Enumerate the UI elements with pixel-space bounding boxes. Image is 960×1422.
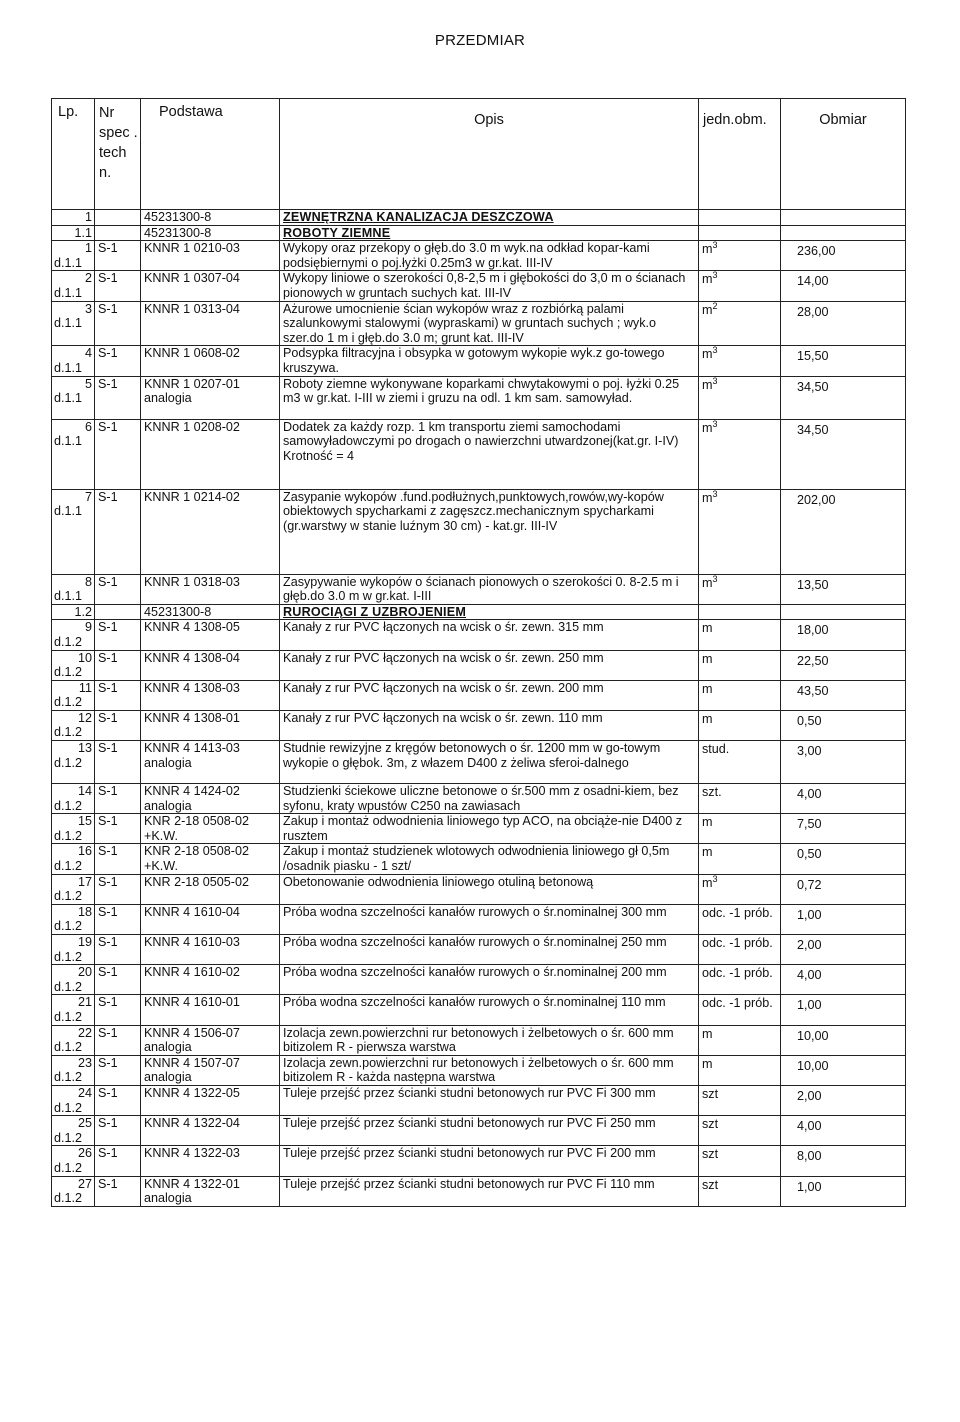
cell-unit: m <box>699 680 781 710</box>
table-row <box>52 1146 906 1176</box>
cell-lp <box>52 620 95 650</box>
cell-opis: Studnie rewizyjne z kręgów betonowych o śr. 1200 mm w go-towym wykopie o głębok. 3m, z włazem D400 z żeliwa sferoi-dalnego <box>280 741 699 784</box>
row-number: 1.1 <box>74 225 92 240</box>
cell-unit <box>699 271 781 301</box>
table-row <box>52 241 906 271</box>
row-number: 9 <box>84 620 92 635</box>
row-number: 11 <box>78 680 92 695</box>
cell-lp <box>52 965 95 995</box>
cell-spec: S-1 <box>95 844 141 874</box>
row-section-code: d.1.2 <box>54 1130 83 1145</box>
cell-lp <box>52 935 95 965</box>
cell-obmiar: 1,00 <box>781 904 906 934</box>
cell-opis: Wykopy oraz przekopy o głęb.do 3.0 m wyk.na odkład kopar-kami podsiębiernymi o poj.łyżki 0.25m3 w gr.kat. III-IV <box>280 241 699 271</box>
row-number: 8 <box>84 574 92 589</box>
cell-spec: S-1 <box>95 904 141 934</box>
row-number: 20 <box>77 965 92 980</box>
cell-spec: S-1 <box>95 376 141 419</box>
header-jedn: jedn.obm. <box>699 99 781 210</box>
cell-obmiar: 2,00 <box>781 1085 906 1115</box>
cell-unit <box>699 346 781 376</box>
unit-exponent: 3 <box>712 345 718 356</box>
row-number: 24 <box>77 1085 92 1100</box>
cell-lp <box>52 741 95 784</box>
cell-podstawa: KNNR 4 1506-07 analogia <box>141 1025 280 1055</box>
table-row <box>52 995 906 1025</box>
row-section-code: d.1.2 <box>54 979 83 994</box>
row-number: 3 <box>84 301 92 316</box>
row-number: 25 <box>77 1116 92 1131</box>
cell-spec: S-1 <box>95 650 141 680</box>
cell-obmiar: 18,00 <box>781 620 906 650</box>
cell-lp <box>52 419 95 489</box>
cell-podstawa: KNNR 4 1322-04 <box>141 1116 280 1146</box>
cell-unit <box>699 604 781 620</box>
cell-unit: m <box>699 844 781 874</box>
cell-lp <box>52 650 95 680</box>
cell-obmiar: 43,50 <box>781 680 906 710</box>
cell-opis: ROBOTY ZIEMNE <box>280 225 699 241</box>
cell-spec <box>95 210 141 226</box>
cell-opis: Tuleje przejść przez ścianki studni betonowych rur PVC Fi 250 mm <box>280 1116 699 1146</box>
row-number: 1.2 <box>74 604 92 619</box>
cell-spec: S-1 <box>95 1146 141 1176</box>
row-section-code: d.1.2 <box>54 755 83 770</box>
cell-opis: Kanały z rur PVC łączonych na wcisk o śr. zewn. 315 mm <box>280 620 699 650</box>
cell-spec: S-1 <box>95 814 141 844</box>
section-title-row <box>52 225 906 241</box>
cell-podstawa: KNNR 4 1322-03 <box>141 1146 280 1176</box>
header-lp: Lp. <box>52 99 95 210</box>
row-number: 2 <box>84 271 92 286</box>
cell-spec: S-1 <box>95 574 141 604</box>
row-number: 22 <box>77 1025 92 1040</box>
row-number: 10 <box>77 650 92 665</box>
table-row <box>52 904 906 934</box>
row-section-code: d.1.1 <box>54 504 83 519</box>
row-number: 18 <box>77 904 92 919</box>
cell-lp <box>52 574 95 604</box>
unit-base: m <box>702 575 713 590</box>
cell-unit: szt <box>699 1085 781 1115</box>
cell-podstawa: KNNR 4 1308-01 <box>141 710 280 740</box>
cell-obmiar: 7,50 <box>781 814 906 844</box>
table-row <box>52 680 906 710</box>
cell-obmiar: 34,50 <box>781 419 906 489</box>
cell-opis: Tuleje przejść przez ścianki studni betonowych rur PVC Fi 300 mm <box>280 1085 699 1115</box>
cell-unit: m <box>699 650 781 680</box>
cell-obmiar: 0,50 <box>781 844 906 874</box>
cell-podstawa: KNNR 4 1308-04 <box>141 650 280 680</box>
cell-opis: Zakup i montaż odwodnienia liniowego typ ACO, na obciąże-nie D400 z rusztem <box>280 814 699 844</box>
header-opis: Opis <box>280 99 699 210</box>
cell-opis: Zasypanie wykopów .fund.podłużnych,punktowych,rowów,wy-kopów obiektowych spycharkami z zagęszcz.mechanicznym spycharkami (gr.warstwy w stanie luźnym 30 cm) - kat.gr. III-IV <box>280 489 699 574</box>
table-body <box>52 210 906 1207</box>
header-spec: Nr spec . tech n. <box>95 99 141 210</box>
cell-opis: Podsypka filtracyjna i obsypka w gotowym wykopie wyk.z go-towego kruszywa. <box>280 346 699 376</box>
table-header-row <box>52 99 906 210</box>
cell-opis: Próba wodna szczelności kanałów rurowych o śr.nominalnej 250 mm <box>280 935 699 965</box>
cell-lp <box>52 710 95 740</box>
table-row <box>52 1055 906 1085</box>
table-row <box>52 935 906 965</box>
cell-podstawa: KNNR 4 1507-07 analogia <box>141 1055 280 1085</box>
cell-unit: m <box>699 710 781 740</box>
cell-unit <box>699 574 781 604</box>
cell-opis: Tuleje przejść przez ścianki studni betonowych rur PVC Fi 110 mm <box>280 1176 699 1206</box>
row-number: 5 <box>84 376 92 391</box>
cell-opis: Studzienki ściekowe uliczne betonowe o śr.500 mm z osadni-kiem, bez syfonu, kraty wpustów C250 na zawiasach <box>280 784 699 814</box>
cell-opis: Próba wodna szczelności kanałów rurowych o śr.nominalnej 300 mm <box>280 904 699 934</box>
cell-spec: S-1 <box>95 965 141 995</box>
cell-unit <box>699 874 781 904</box>
cell-obmiar: 28,00 <box>781 301 906 346</box>
unit-exponent: 3 <box>712 270 718 281</box>
row-section-code: d.1.1 <box>54 255 83 270</box>
cell-podstawa: KNNR 1 0608-02 <box>141 346 280 376</box>
cell-obmiar: 236,00 <box>781 241 906 271</box>
cell-lp <box>52 1146 95 1176</box>
section-title-row <box>52 604 906 620</box>
cell-lp <box>52 271 95 301</box>
unit-base: m <box>702 272 713 287</box>
cell-spec: S-1 <box>95 1176 141 1206</box>
table-row <box>52 741 906 784</box>
cell-spec: S-1 <box>95 419 141 489</box>
cell-podstawa: KNNR 1 0210-03 <box>141 241 280 271</box>
cell-obmiar: 0,72 <box>781 874 906 904</box>
cell-lp <box>52 241 95 271</box>
cell-spec: S-1 <box>95 874 141 904</box>
row-number: 12 <box>77 710 92 725</box>
row-number: 7 <box>84 489 92 504</box>
cell-obmiar: 14,00 <box>781 271 906 301</box>
table-row <box>52 489 906 574</box>
cell-unit: odc. -1 prób. <box>699 995 781 1025</box>
row-number: 17 <box>77 874 92 889</box>
cell-obmiar: 15,50 <box>781 346 906 376</box>
cell-lp <box>52 995 95 1025</box>
table-row <box>52 271 906 301</box>
table-row <box>52 1085 906 1115</box>
cell-spec: S-1 <box>95 935 141 965</box>
cell-opis: Ażurowe umocnienie ścian wykopów wraz z rozbiórką palami szalunkowymi stalowymi (wypraskami) w gruntach suchych ; wyk.o szer.do 1 m i głęb.do 3.0 m; grunt kat. III-IV <box>280 301 699 346</box>
cell-unit: m <box>699 620 781 650</box>
header-podstawa: Podstawa <box>141 99 280 210</box>
cell-opis: Kanały z rur PVC łączonych na wcisk o śr. zewn. 200 mm <box>280 680 699 710</box>
table-row <box>52 620 906 650</box>
cell-spec: S-1 <box>95 1025 141 1055</box>
cell-podstawa: 45231300-8 <box>141 225 280 241</box>
table-row <box>52 376 906 419</box>
cell-unit: szt <box>699 1116 781 1146</box>
row-section-code: d.1.2 <box>54 1009 83 1024</box>
cell-lp <box>52 844 95 874</box>
cell-spec: S-1 <box>95 1085 141 1115</box>
cell-spec: S-1 <box>95 620 141 650</box>
unit-base: m <box>702 242 713 257</box>
row-section-code: d.1.2 <box>54 828 83 843</box>
cell-unit <box>699 210 781 226</box>
unit-exponent: 3 <box>712 574 718 584</box>
row-section-code: d.1.2 <box>54 949 83 964</box>
cell-obmiar: 1,00 <box>781 995 906 1025</box>
cell-obmiar: 13,50 <box>781 574 906 604</box>
row-number: 21 <box>77 995 92 1010</box>
cell-podstawa: KNNR 1 0207-01 analogia <box>141 376 280 419</box>
row-section-code: d.1.2 <box>54 634 83 649</box>
cell-podstawa: KNNR 1 0214-02 <box>141 489 280 574</box>
cell-unit: szt <box>699 1176 781 1206</box>
cell-unit <box>699 419 781 489</box>
cell-lp <box>52 874 95 904</box>
row-section-code: d.1.2 <box>54 1070 83 1085</box>
cell-obmiar: 2,00 <box>781 935 906 965</box>
cell-spec: S-1 <box>95 489 141 574</box>
cell-opis: RUROCIĄGI Z UZBROJENIEM <box>280 604 699 620</box>
cell-opis: Próba wodna szczelności kanałów rurowych o śr.nominalnej 200 mm <box>280 965 699 995</box>
header-obmiar: Obmiar <box>781 99 906 210</box>
table-row <box>52 784 906 814</box>
table-row <box>52 346 906 376</box>
cell-opis: Roboty ziemne wykonywane koparkami chwytakowymi o poj. łyżki 0.25 m3 w gr.kat. I-III w ziemi i gruzu na odl. 1 km sam. samowyład. <box>280 376 699 419</box>
unit-exponent: 3 <box>712 419 718 429</box>
cell-spec: S-1 <box>95 680 141 710</box>
cell-obmiar: 8,00 <box>781 1146 906 1176</box>
cell-unit: odc. -1 prób. <box>699 965 781 995</box>
cell-opis: Izolacja zewn.powierzchni rur betonowych i żelbetowych o śr. 600 mm bitizolem R - pierwsza warstwa <box>280 1025 699 1055</box>
cell-lp <box>52 301 95 346</box>
cell-unit: stud. <box>699 741 781 784</box>
row-section-code: d.1.2 <box>54 725 83 740</box>
cell-unit: szt <box>699 1146 781 1176</box>
unit-exponent: 3 <box>712 489 718 499</box>
row-number: 14 <box>77 784 92 799</box>
cell-spec: S-1 <box>95 1116 141 1146</box>
page-title: PRZEDMIAR <box>434 32 526 49</box>
cell-podstawa: KNNR 4 1610-04 <box>141 904 280 934</box>
cell-podstawa: KNNR 4 1424-02 analogia <box>141 784 280 814</box>
row-number: 15 <box>77 814 92 829</box>
cell-lp <box>52 1085 95 1115</box>
cell-spec: S-1 <box>95 271 141 301</box>
cell-obmiar: 1,00 <box>781 1176 906 1206</box>
row-number: 1 <box>84 210 92 224</box>
cell-podstawa: KNNR 1 0307-04 <box>141 271 280 301</box>
cell-opis: Tuleje przejść przez ścianki studni betonowych rur PVC Fi 200 mm <box>280 1146 699 1176</box>
cell-spec: S-1 <box>95 346 141 376</box>
row-section-code: d.1.2 <box>54 1040 83 1055</box>
table-row <box>52 650 906 680</box>
cell-spec: S-1 <box>95 784 141 814</box>
cell-unit <box>699 241 781 271</box>
cell-opis: Wykopy liniowe o szerokości 0,8-2,5 m i głębokości do 3,0 m o ścianach pionowych w gruntach suchych kat. III-IV <box>280 271 699 301</box>
row-section-code: d.1.1 <box>54 589 83 604</box>
cell-podstawa: KNR 2-18 0508-02 +K.W. <box>141 844 280 874</box>
cell-podstawa: KNNR 4 1413-03 analogia <box>141 741 280 784</box>
row-section-code: d.1.1 <box>54 316 83 331</box>
row-section-code: d.1.2 <box>54 919 83 934</box>
cell-unit <box>699 301 781 346</box>
unit-base: m <box>702 420 713 435</box>
cell-lp <box>52 680 95 710</box>
unit-exponent: 3 <box>712 376 718 386</box>
table-row <box>52 710 906 740</box>
table-row <box>52 1176 906 1206</box>
row-section-code: d.1.2 <box>54 1100 83 1115</box>
cell-lp <box>52 225 95 241</box>
cell-unit <box>699 225 781 241</box>
table-row <box>52 844 906 874</box>
cell-unit: szt. <box>699 784 781 814</box>
cell-unit: m <box>699 1055 781 1085</box>
cell-podstawa: KNR 2-18 0505-02 <box>141 874 280 904</box>
table-row <box>52 965 906 995</box>
row-section-code: d.1.2 <box>54 859 83 874</box>
cell-opis: Zasypywanie wykopów o ścianach pionowych o szerokości 0. 8-2.5 m i głęb.do 3.0 m w gr.kat. I-III <box>280 574 699 604</box>
cell-spec <box>95 225 141 241</box>
row-section-code: d.1.2 <box>54 1160 83 1175</box>
section-title-row <box>52 210 906 226</box>
cell-podstawa: 45231300-8 <box>141 604 280 620</box>
cell-lp <box>52 904 95 934</box>
cell-podstawa: 45231300-8 <box>141 210 280 226</box>
cell-lp <box>52 1116 95 1146</box>
cell-opis: Dodatek za każdy rozp. 1 km transportu ziemi samochodami samowyładowczymi po drogach o nawierzchni utwardzonej(kat.gr. I-IV) Krotność = 4 <box>280 419 699 489</box>
row-section-code: d.1.2 <box>54 665 83 680</box>
cell-spec: S-1 <box>95 1055 141 1085</box>
cell-lp <box>52 346 95 376</box>
row-section-code: d.1.2 <box>54 1191 83 1206</box>
cell-spec: S-1 <box>95 301 141 346</box>
cell-opis: Kanały z rur PVC łączonych na wcisk o śr. zewn. 250 mm <box>280 650 699 680</box>
unit-base: m <box>702 302 713 317</box>
unit-base: m <box>702 347 713 362</box>
cell-opis: Izolacja zewn.powierzchni rur betonowych i żelbetowych o śr. 600 mm bitizolem R - każda następna warstwa <box>280 1055 699 1085</box>
bill-of-quantities-table <box>51 98 906 1207</box>
row-section-code: d.1.2 <box>54 695 83 710</box>
cell-opis: ZEWNĘTRZNA KANALIZACJA DESZCZOWA <box>280 210 699 226</box>
cell-lp <box>52 604 95 620</box>
cell-unit: m <box>699 814 781 844</box>
cell-unit: odc. -1 prób. <box>699 904 781 934</box>
cell-obmiar: 4,00 <box>781 1116 906 1146</box>
cell-obmiar: 202,00 <box>781 489 906 574</box>
row-section-code: d.1.2 <box>54 798 83 813</box>
cell-spec: S-1 <box>95 241 141 271</box>
unit-exponent: 3 <box>712 874 718 884</box>
cell-podstawa: KNNR 4 1322-05 <box>141 1085 280 1115</box>
cell-podstawa: KNNR 4 1308-05 <box>141 620 280 650</box>
cell-unit: m <box>699 1025 781 1055</box>
row-section-code: d.1.1 <box>54 391 83 406</box>
row-number: 13 <box>77 741 92 756</box>
cell-unit <box>699 376 781 419</box>
unit-base: m <box>702 377 713 392</box>
cell-lp <box>52 210 95 226</box>
table-row <box>52 574 906 604</box>
cell-obmiar: 10,00 <box>781 1025 906 1055</box>
cell-obmiar <box>781 210 906 226</box>
cell-podstawa: KNNR 4 1610-03 <box>141 935 280 965</box>
cell-obmiar: 22,50 <box>781 650 906 680</box>
row-number: 6 <box>84 419 92 434</box>
cell-lp <box>52 1055 95 1085</box>
table-row <box>52 874 906 904</box>
cell-obmiar: 10,00 <box>781 1055 906 1085</box>
cell-lp <box>52 784 95 814</box>
table-row <box>52 814 906 844</box>
cell-unit <box>699 489 781 574</box>
row-number: 27 <box>77 1176 92 1191</box>
unit-exponent: 2 <box>712 301 718 311</box>
cell-opis: Zakup i montaż studzienek wlotowych odwodnienia liniowego gł 0,5m /osadnik piasku - 1 szt/ <box>280 844 699 874</box>
table-row <box>52 1025 906 1055</box>
cell-podstawa: KNNR 1 0313-04 <box>141 301 280 346</box>
cell-podstawa: KNNR 4 1610-02 <box>141 965 280 995</box>
row-section-code: d.1.1 <box>54 360 83 375</box>
table-row <box>52 1116 906 1146</box>
cell-obmiar <box>781 225 906 241</box>
row-number: 19 <box>77 935 92 949</box>
cell-spec: S-1 <box>95 710 141 740</box>
cell-podstawa: KNNR 4 1322-01 analogia <box>141 1176 280 1206</box>
cell-obmiar: 4,00 <box>781 784 906 814</box>
row-number: 16 <box>77 844 92 859</box>
cell-lp <box>52 489 95 574</box>
cell-obmiar: 3,00 <box>781 741 906 784</box>
row-number: 4 <box>84 346 92 361</box>
cell-obmiar <box>781 604 906 620</box>
cell-podstawa: KNNR 1 0318-03 <box>141 574 280 604</box>
cell-opis: Próba wodna szczelności kanałów rurowych o śr.nominalnej 110 mm <box>280 995 699 1025</box>
row-number: 23 <box>77 1055 92 1070</box>
unit-base: m <box>702 490 713 505</box>
cell-opis: Obetonowanie odwodnienia liniowego otuliną betonową <box>280 874 699 904</box>
table-row <box>52 301 906 346</box>
cell-opis: Kanały z rur PVC łączonych na wcisk o śr. zewn. 110 mm <box>280 710 699 740</box>
cell-spec: S-1 <box>95 741 141 784</box>
row-section-code: d.1.1 <box>54 434 83 449</box>
cell-obmiar: 4,00 <box>781 965 906 995</box>
cell-spec <box>95 604 141 620</box>
cell-lp <box>52 814 95 844</box>
unit-exponent: 3 <box>712 240 718 251</box>
cell-podstawa: KNR 2-18 0508-02 +K.W. <box>141 814 280 844</box>
cell-lp <box>52 1176 95 1206</box>
cell-obmiar: 0,50 <box>781 710 906 740</box>
table-row <box>52 419 906 489</box>
row-section-code: d.1.1 <box>54 285 83 300</box>
cell-lp <box>52 1025 95 1055</box>
row-number: 1 <box>84 241 92 256</box>
cell-podstawa: KNNR 4 1610-01 <box>141 995 280 1025</box>
cell-unit: odc. -1 prób. <box>699 935 781 965</box>
cell-obmiar: 34,50 <box>781 376 906 419</box>
unit-base: m <box>702 875 713 890</box>
row-number: 26 <box>77 1146 92 1161</box>
cell-spec: S-1 <box>95 995 141 1025</box>
cell-lp <box>52 376 95 419</box>
cell-podstawa: KNNR 1 0208-02 <box>141 419 280 489</box>
cell-podstawa: KNNR 4 1308-03 <box>141 680 280 710</box>
row-section-code: d.1.2 <box>54 889 83 904</box>
